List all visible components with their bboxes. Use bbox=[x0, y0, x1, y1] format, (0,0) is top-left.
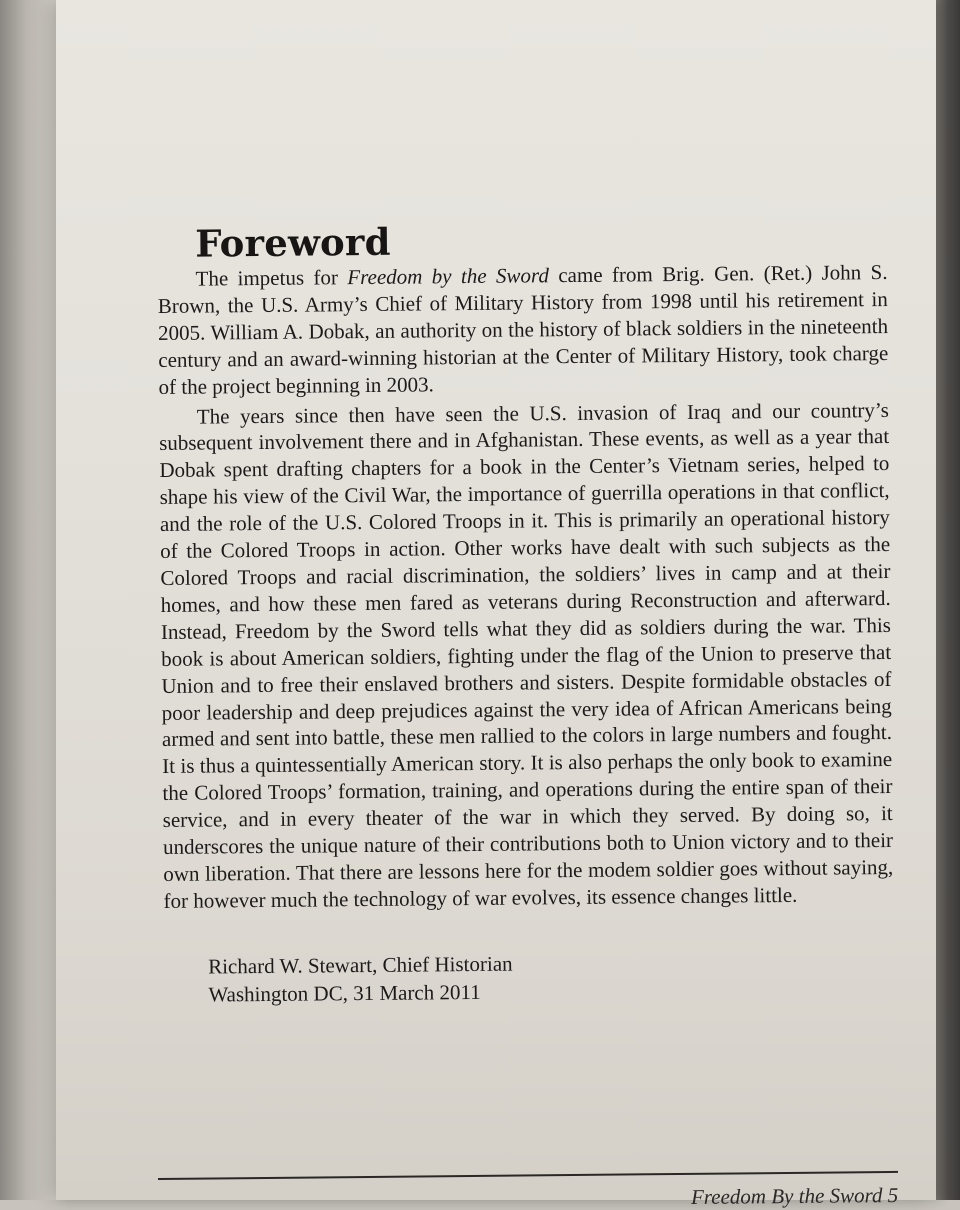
book-title-italic: Freedom by the Sword bbox=[347, 263, 550, 290]
signature-block bbox=[208, 946, 895, 1009]
paragraph-1-rest: came from Brig. Gen. (Ret.) John S. Brown, the U.S. Army’s Chief of Military History from 1998 until his retirement in 2005. William A. Dobak, an authority on the history of black soldiers in the nineteenth century and an award-winning historian at the Center of Military History, took charge of the project beginning in 2003. bbox=[157, 259, 889, 399]
previous-page-edge bbox=[0, 0, 64, 1200]
paragraph-1-lead: The impetus for bbox=[195, 265, 348, 291]
page-title: Foreword bbox=[194, 219, 391, 266]
paragraph-2: The years since then have seen the U.S. invasion of Iraq and our country’s subsequent involvement there and in Afghanistan. These events, as well as a year that Dobak spent drafting chapters for a book in the Center’s Vietnam series, helped to shape his view of the Civil War, the importance of guerrilla operations in that conflict, and the role of the U.S. Colored Troops in it. This is primarily an operational history of the Colored Troops in action. Other works have dealt with such subjects as the Colored Troops and racial discrimination, the soldiers’ lives in camp and at their homes, and how these men fared as veterans during Reconstruction and afterward. Instead, Freedom by the Sword tells what they did as soldiers during the war. This book is about American soldiers, fighting under the flag of the Union to preserve that Union and to free their enslaved brothers and sisters. Despite formidable obstacles of poor leadership and deep prejudices against the very idea of African Americans being armed and sent into battle, these men rallied to the colors in large numbers and fought. It is thus a quintessentially American story. It is also perhaps the only book to examine the Colored Troops’ formation, training, and operations during the entire span of their service, and in every theater of the war in which they served. By doing so, it underscores the unique nature of their contributions both to Union victory and to their own liberation. That there are lessons here for the modem soldier goes without saying, for however much the technology of war evolves, its essence changes little. bbox=[159, 397, 894, 913]
signature-place-date: Washington DC, 31 March 2011 bbox=[208, 979, 481, 1007]
signature-name: Richard W. Stewart, Chief Historian bbox=[208, 951, 513, 979]
footer-running-text: Freedom By the Sword 5 bbox=[690, 1183, 899, 1209]
paragraph-1 bbox=[157, 259, 888, 401]
page-content bbox=[157, 215, 895, 1009]
